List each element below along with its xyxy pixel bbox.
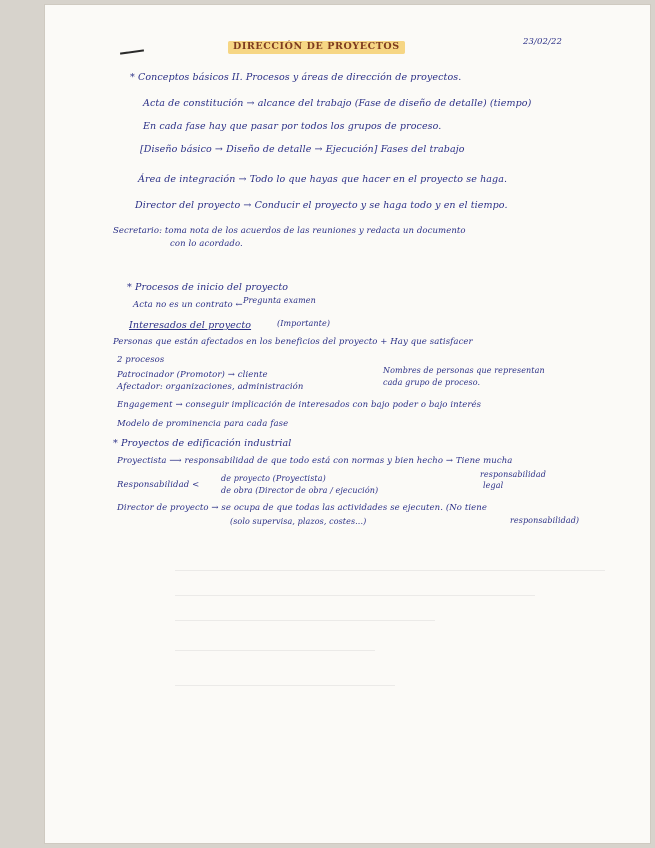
bleed-through — [175, 620, 435, 621]
note-line: * Conceptos básicos II. Procesos y áreas de dirección de proyectos. — [130, 72, 462, 83]
note-annotation: legal — [483, 481, 504, 490]
note-line: Patrocinador (Promotor) → cliente — [117, 370, 268, 380]
bleed-through — [175, 685, 395, 686]
note-line: Engagement → conseguir implicación de interesados con bajo poder o bajo interés — [117, 400, 482, 410]
note-line: Responsabilidad < — [117, 480, 200, 490]
section-heading: * Procesos de inicio del proyecto — [127, 282, 289, 293]
note-line: Secretario: toma nota de los acuerdos de las reuniones y redacta un documento — [113, 226, 466, 236]
note-line: Afectador: organizaciones, administración — [117, 382, 304, 392]
note-line: con lo acordado. — [170, 239, 243, 249]
note-line: En cada fase hay que pasar por todos los grupos de proceso. — [143, 121, 442, 132]
note-line: Director de proyecto → se ocupa de que todas las actividades se ejecuten. (No tiene — [117, 503, 487, 513]
note-line: Proyectista ⟶ responsabilidad de que todo está con normas y bien hecho → Tiene mucha — [117, 456, 513, 466]
note-annotation: Pregunta examen — [243, 296, 316, 305]
note-line: Área de integración → Todo lo que hayas que hacer en el proyecto se haga. — [138, 174, 508, 185]
note-line: Modelo de prominencia para cada fase — [117, 419, 289, 429]
note-line: 2 procesos — [117, 355, 165, 365]
note-line: [Diseño básico → Diseño de detalle → Ejecución] Fases del trabajo — [140, 144, 465, 155]
note-line: Acta no es un contrato ← — [133, 300, 243, 310]
pen-mark — [120, 49, 144, 54]
bleed-through — [175, 570, 605, 571]
note-line: Director del proyecto → Conducir el proyecto y se haga todo y en el tiempo. — [135, 200, 508, 211]
page-title: DIRECCIÓN DE PROYECTOS — [228, 41, 405, 54]
note-line: de obra (Director de obra / ejecución) — [221, 486, 379, 495]
note-annotation: Nombres de personas que representan — [383, 366, 545, 375]
section-heading: * Proyectos de edificación industrial — [113, 438, 292, 449]
bleed-through — [175, 595, 535, 596]
note-line: Acta de constitución → alcance del trabajo (Fase de diseño de detalle) (tiempo) — [143, 98, 532, 109]
note-line: de proyecto (Proyectista) — [221, 474, 326, 483]
note-annotation: cada grupo de proceso. — [383, 378, 481, 387]
note-annotation: responsabilidad) — [510, 516, 580, 525]
note-annotation: (Importante) — [277, 319, 331, 328]
note-line: Personas que están afectados en los beneficios del proyecto + Hay que satisfacer — [113, 337, 473, 347]
note-annotation: responsabilidad — [480, 470, 546, 479]
note-line: (solo supervisa, plazos, costes...) — [230, 517, 367, 526]
section-heading: Interesados del proyecto — [129, 320, 252, 331]
bleed-through — [175, 650, 375, 651]
page-date: 23/02/22 — [523, 37, 562, 47]
notebook-page — [45, 5, 650, 843]
